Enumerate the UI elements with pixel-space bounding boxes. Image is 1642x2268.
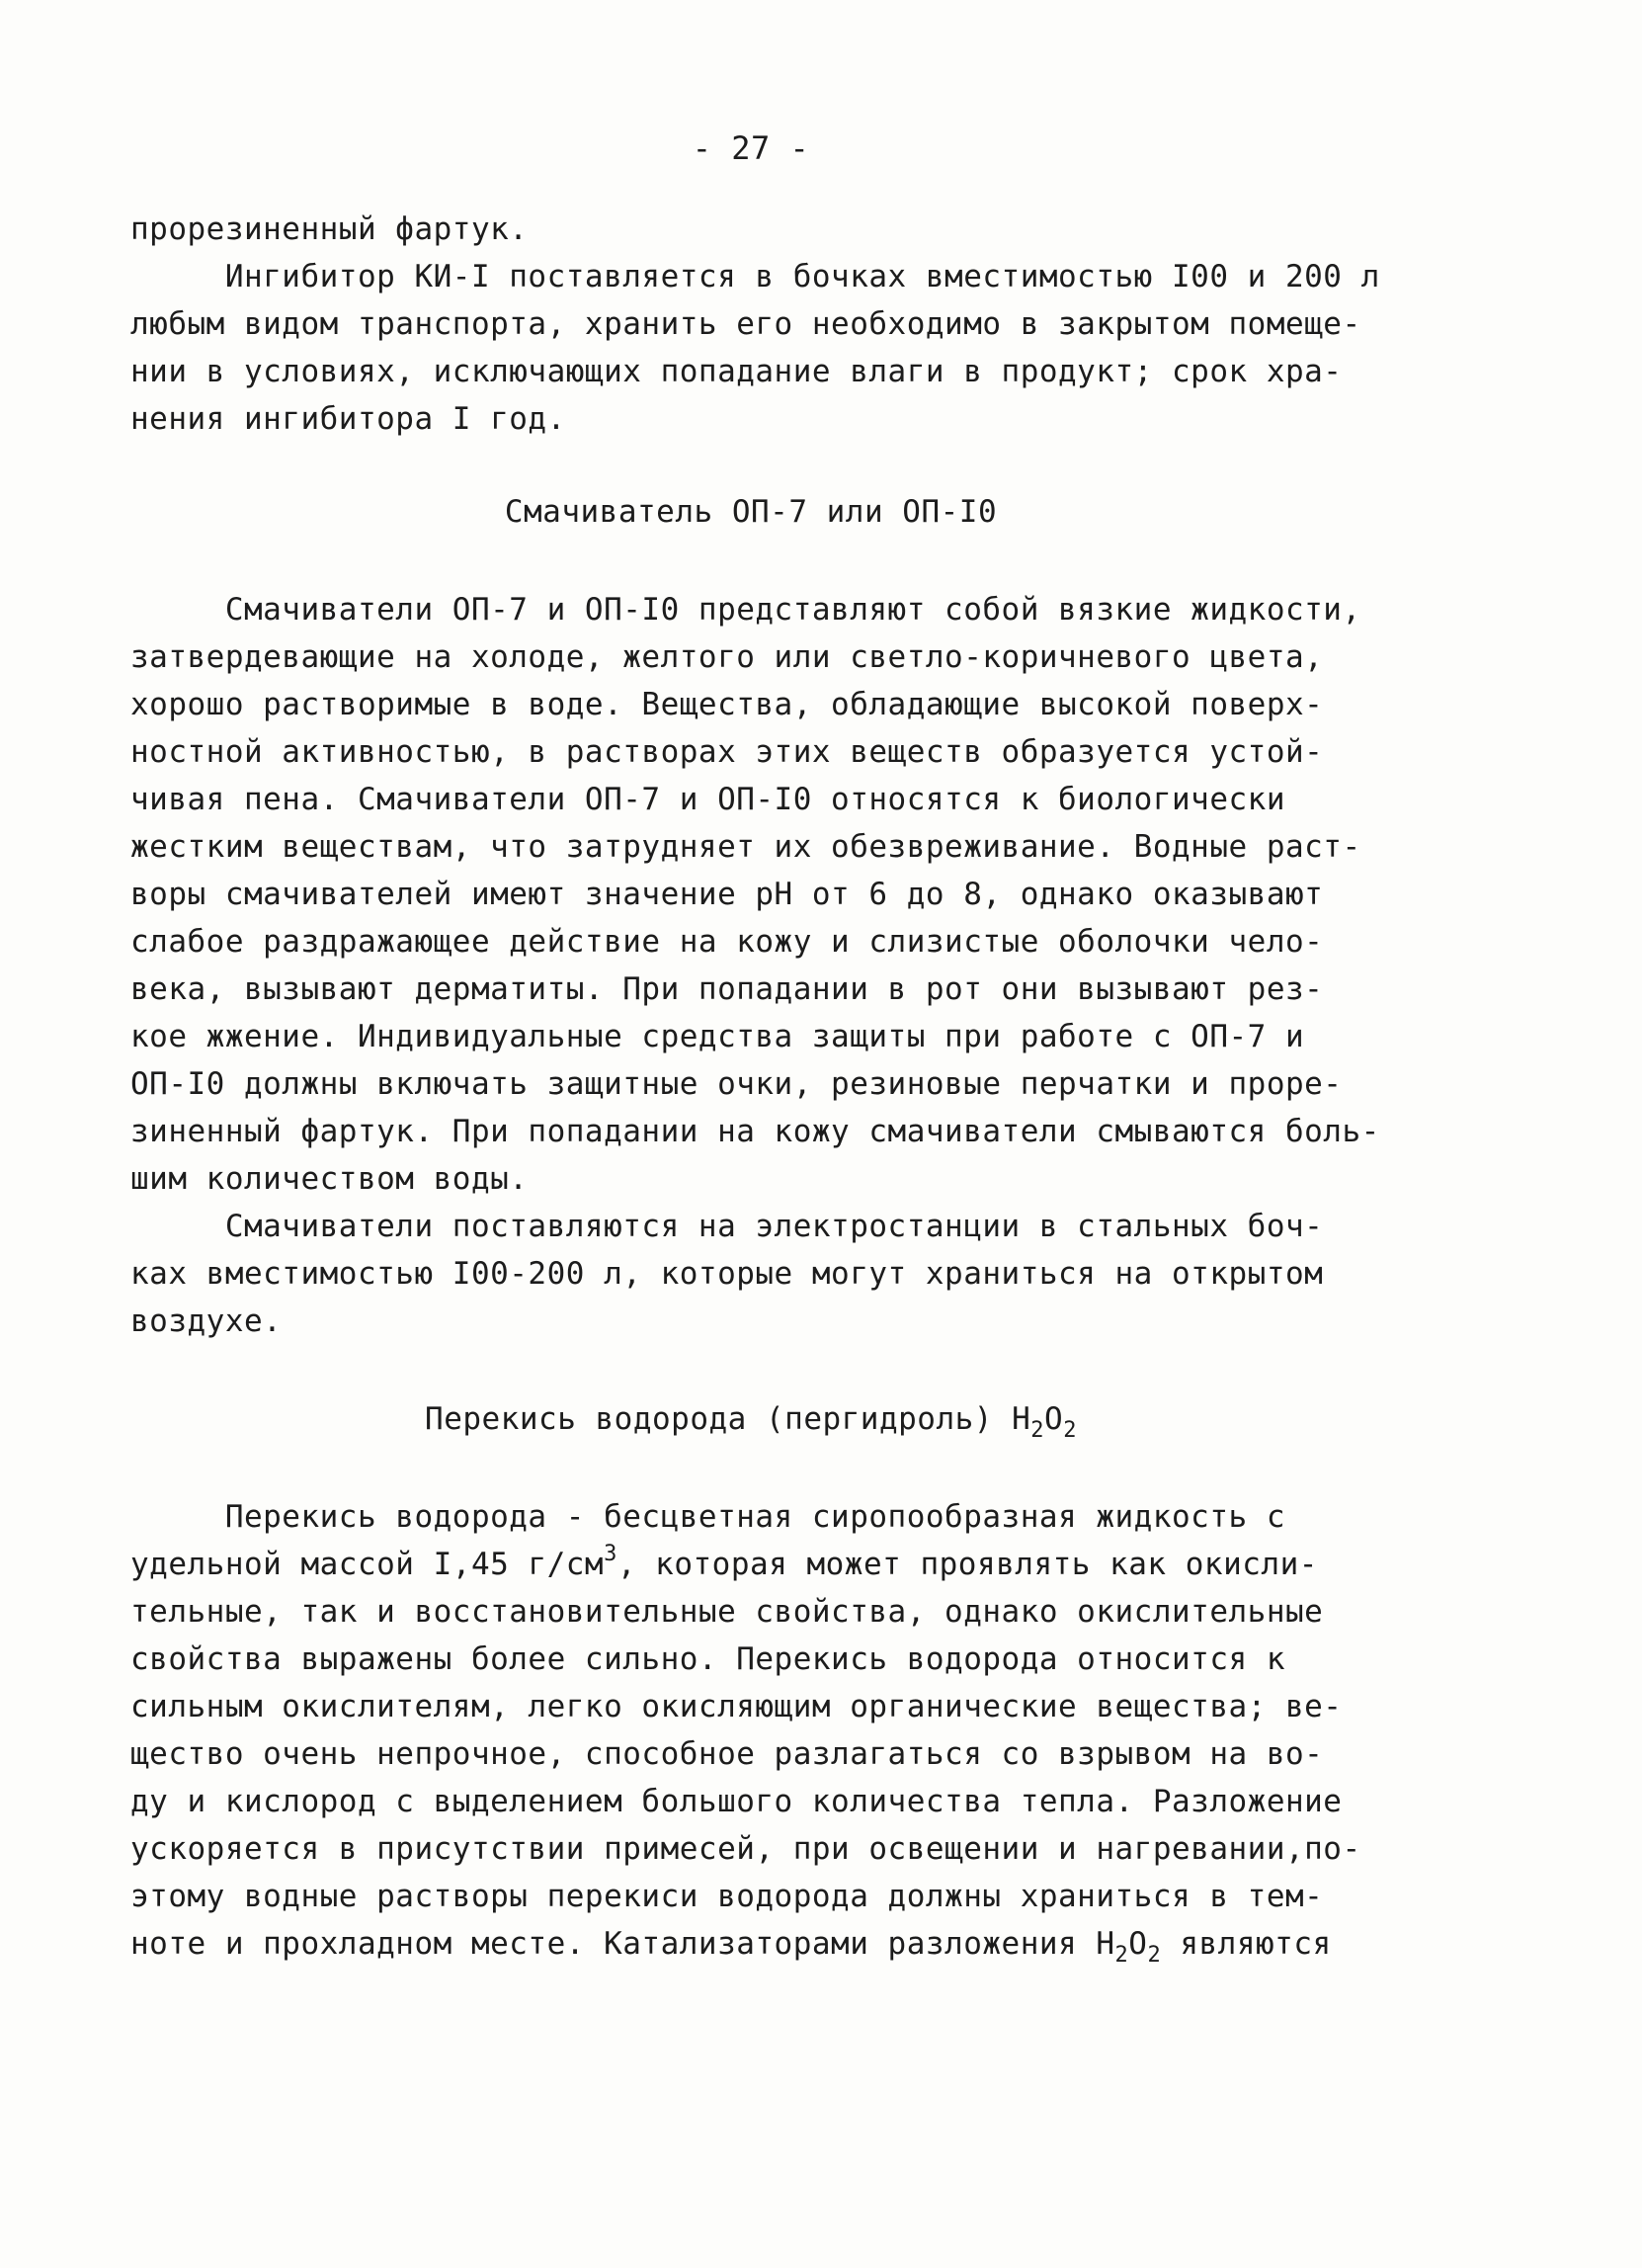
peroxide-line-2-end: , которая может проявлять как окисли- (616, 1547, 1318, 1582)
section-heading-peroxide (0, 1399, 1502, 1443)
peroxide-heading-sub-2: 2 (1063, 1418, 1077, 1443)
peroxide-line-5: сильным окислителям, легко окисляющим органические вещества; ве- (130, 1689, 1343, 1724)
peroxide-last-end: являются (1161, 1926, 1332, 1962)
peroxide-last-start: ноте и прохладном месте. Катализаторами разложения H (130, 1926, 1115, 1962)
wetter-line-11: ОП-I0 должны включать защитные очки, резиновые перчатки и проре- (130, 1066, 1343, 1102)
intro-line-2: Ингибитор КИ-I поставляется в бочках вместимостью I00 и 200 л (130, 259, 1380, 294)
wetter-line-3: хорошо растворимые в воде. Вещества, обладающие высокой поверх- (130, 687, 1324, 722)
intro-line-4: нии в условиях, исключающих попадание влаги в продукт; срок хра- (130, 354, 1343, 389)
wetter-line-1: Смачиватели ОП-7 и ОП-I0 представляют собой вязкие жидкости, (130, 592, 1361, 628)
peroxide-line-2 (130, 1542, 1318, 1584)
wetter-line-13: шим количеством воды. (130, 1161, 529, 1197)
wetter-line-5: чивая пена. Смачиватели ОП-7 и ОП-I0 относятся к биологически (130, 782, 1285, 817)
peroxide-line-7: ду и кислород с выделением большого количества тепла. Разложение (130, 1784, 1343, 1819)
wetter-line-8: слабое раздражающее действие на кожу и слизистые оболочки чело- (130, 924, 1324, 960)
wetter-line-4: ностной активностью, в растворах этих веществ образуется устой- (130, 734, 1324, 770)
wetter-line-10: кое жжение. Индивидуальные средства защиты при работе с ОП-7 и (130, 1019, 1305, 1054)
wetter-line-7: воры смачивателей имеют значение рН от 6 до 8, однако оказывают (130, 877, 1324, 912)
peroxide-line-9: этому водные растворы перекиси водорода должны храниться в тем- (130, 1879, 1324, 1914)
peroxide-line-2-start: удельной массой I,45 г/см (130, 1547, 605, 1582)
wetter-line-9: века, вызывают дерматиты. При попадании в рот они вызывают рез- (130, 971, 1324, 1007)
peroxide-heading-o: O (1044, 1401, 1064, 1437)
peroxide-line-3: тельные, так и восстановительные свойства, однако окислительные (130, 1594, 1324, 1630)
peroxide-last-sub-2: 2 (1147, 1943, 1162, 1968)
intro-line-1: прорезиненный фартук. (130, 211, 529, 247)
wetter-line-2: затвердевающие на холоде, желтого или светло-коричневого цвета, (130, 639, 1324, 675)
peroxide-line-10 (130, 1924, 1332, 1968)
peroxide-heading-sub-1: 2 (1030, 1418, 1045, 1443)
wetter-line-16: воздухе. (130, 1303, 283, 1339)
intro-line-5: нения ингибитора I год. (130, 401, 566, 437)
peroxide-line-8: ускоряется в присутствии примесей, при освещении и нагревании,по- (130, 1831, 1361, 1867)
wetter-line-12: зиненный фартук. При попадании на кожу смачиватели смываются боль- (130, 1114, 1380, 1149)
section-heading-wetter: Смачиватель ОП-7 или ОП-I0 (504, 494, 998, 530)
intro-line-3: любым видом транспорта, хранить его необходимо в закрытом помеще- (130, 306, 1361, 342)
peroxide-line-6: щество очень непрочное, способное разлагаться со взрывом на во- (130, 1736, 1324, 1772)
wetter-line-15: ках вместимостью I00-200 л, которые могут храниться на открытом (130, 1256, 1324, 1292)
wetter-line-14: Смачиватели поставляются на электростанции в стальных боч- (130, 1209, 1324, 1244)
peroxide-last-o: O (1128, 1926, 1148, 1962)
peroxide-line-1: Перекись водорода - бесцветная сиропообразная жидкость с (130, 1499, 1285, 1535)
peroxide-heading-text: Перекись водорода (пергидроль) H (425, 1401, 1031, 1437)
peroxide-last-sub-1: 2 (1114, 1943, 1129, 1968)
peroxide-line-4: свойства выражены более сильно. Перекись водорода относится к (130, 1641, 1285, 1677)
page-number: - 27 - (692, 129, 810, 167)
cubic-superscript: 3 (604, 1542, 617, 1566)
wetter-line-6: жестким веществам, что затрудняет их обезвреживание. Водные раст- (130, 829, 1361, 865)
